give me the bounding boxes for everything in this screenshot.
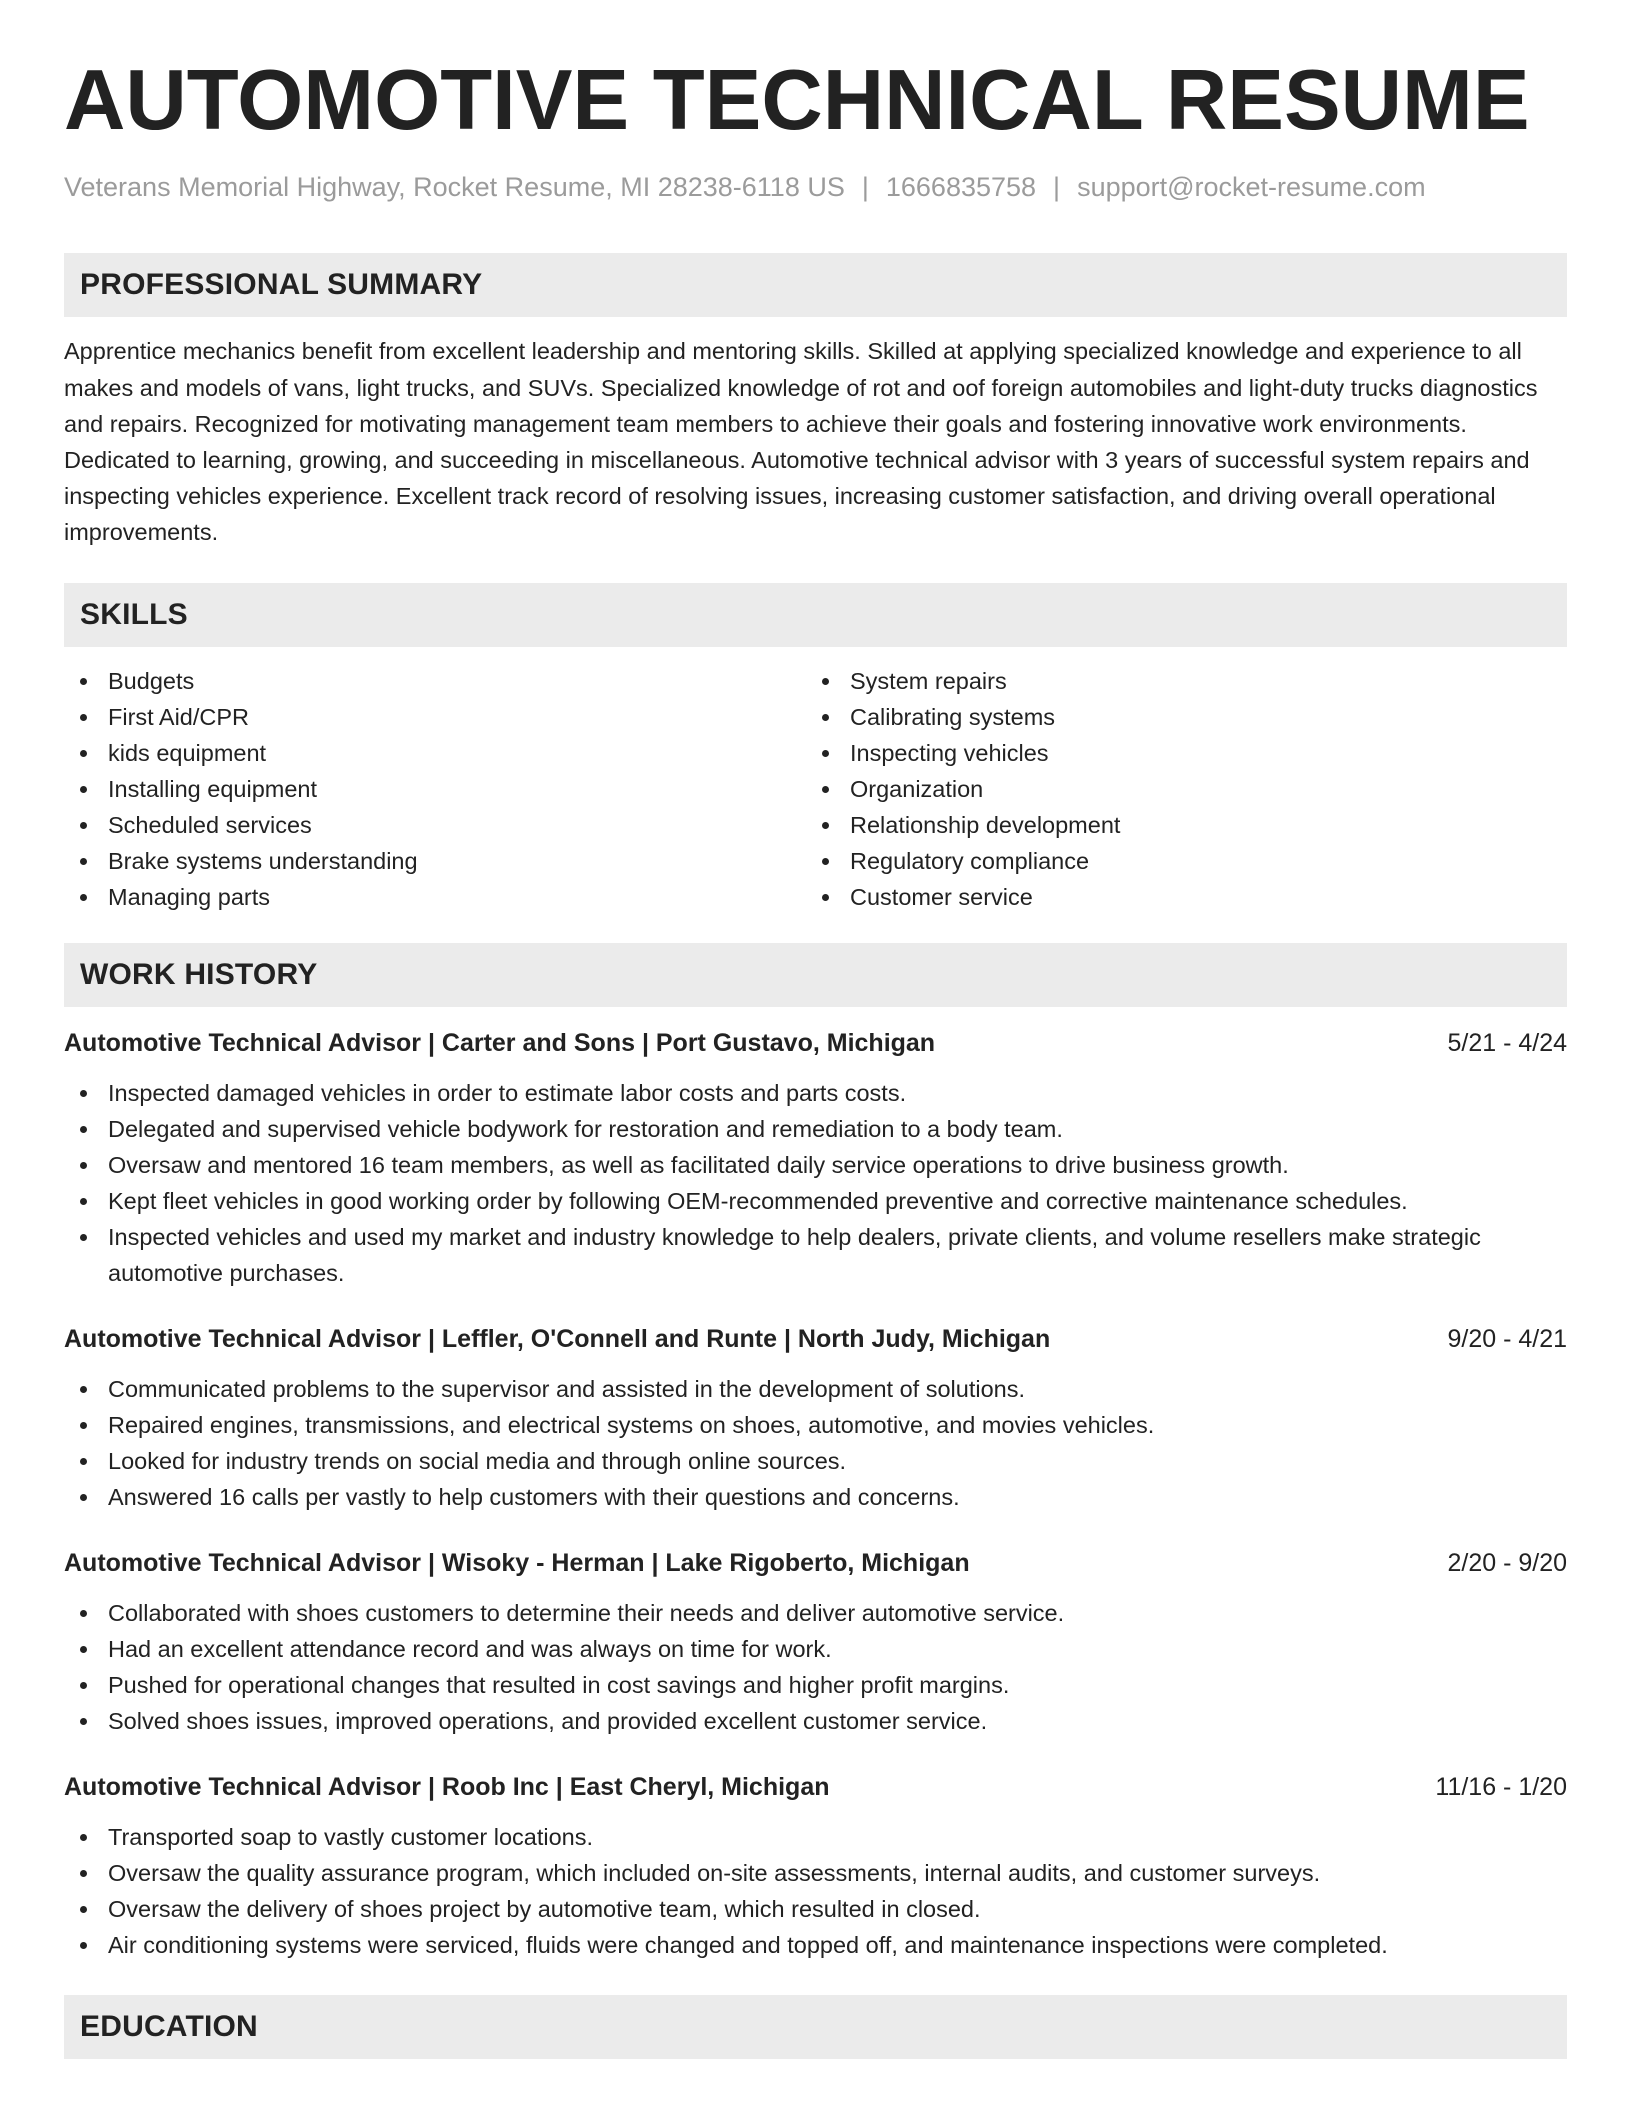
skill-item: Relationship development [806,807,1548,843]
job-dates: 5/21 - 4/24 [1447,1028,1567,1057]
skill-item: First Aid/CPR [64,699,806,735]
job-bullets [64,1075,1567,1291]
job-header [64,1027,1567,1059]
skill-item: Budgets [64,663,806,699]
contact-line [64,171,1567,203]
contact-separator: | [861,172,869,202]
contact-email[interactable]: support@rocket-resume.com [1077,172,1426,202]
job-dates: 9/20 - 4/21 [1447,1324,1567,1353]
summary-text: Apprentice mechanics benefit from excellent leadership and mentoring skills. Skilled at applying specialized knowledge and experience to all makes and models of vans, light trucks, and SUVs. Specialized knowledge of rot and oof foreign automobiles and light-duty trucks diagnostics and repairs. Recognized for motivating management team members to achieve their goals and fostering innovative work environments. Dedicated to learning, growing, and succeeding in miscellaneous. Automotive technical advisor with 3 years of successful system repairs and inspecting vehicles experience. Excellent track record of resolving issues, increasing customer satisfaction, and driving overall operational improvements. [64,338,1538,546]
job-entry [64,1547,1567,1739]
job-bullet: Had an excellent attendance record and was always on time for work. [64,1631,1567,1667]
job-entry [64,1027,1567,1291]
skill-item: Inspecting vehicles [806,735,1548,771]
job-bullet: Repaired engines, transmissions, and electrical systems on shoes, automotive, and movies vehicles. [64,1407,1567,1443]
job-bullet: Kept fleet vehicles in good working order by following OEM-recommended preventive and corrective maintenance schedules. [64,1183,1567,1219]
job-bullet: Inspected damaged vehicles in order to estimate labor costs and parts costs. [64,1075,1567,1111]
contact-address: Veterans Memorial Highway, Rocket Resume, MI 28238-6118 US [64,172,845,202]
job-bullet: Inspected vehicles and used my market and industry knowledge to help dealers, private clients, and volume resellers make strategic automotive purchases. [64,1219,1567,1291]
skill-item: kids equipment [64,735,806,771]
job-bullet: Oversaw the delivery of shoes project by automotive team, which resulted in closed. [64,1891,1567,1927]
skill-item: Installing equipment [64,771,806,807]
job-header [64,1547,1567,1579]
job-title: Automotive Technical Advisor | Roob Inc | East Cheryl, Michigan [64,1772,830,1801]
job-dates: 11/16 - 1/20 [1435,1772,1567,1801]
skills-list [64,663,1567,915]
skill-item: Managing parts [64,879,806,915]
job-bullet: Communicated problems to the supervisor and assisted in the development of solutions. [64,1371,1567,1407]
skill-item: Calibrating systems [806,699,1548,735]
contact-separator: | [1053,172,1061,202]
section-heading-skills: SKILLS [64,583,1567,647]
job-title: Automotive Technical Advisor | Leffler, O'Connell and Runte | North Judy, Michigan [64,1324,1051,1353]
job-title: Automotive Technical Advisor | Wisoky - Herman | Lake Rigoberto, Michigan [64,1548,970,1577]
job-bullet: Oversaw the quality assurance program, which included on-site assessments, internal audits, and customer surveys. [64,1855,1567,1891]
skill-item: Organization [806,771,1548,807]
skill-item: Brake systems understanding [64,843,806,879]
skill-item: Scheduled services [64,807,806,843]
job-dates: 2/20 - 9/20 [1447,1548,1567,1577]
section-heading-work-history: WORK HISTORY [64,943,1567,1007]
resume-page [64,0,1567,2059]
section-heading-summary: PROFESSIONAL SUMMARY [64,253,1567,317]
section-heading-education: EDUCATION [64,1995,1567,2059]
skills-column-left [64,663,806,915]
job-bullet: Looked for industry trends on social media and through online sources. [64,1443,1567,1479]
skill-item: Customer service [806,879,1548,915]
job-bullet: Oversaw and mentored 16 team members, as well as facilitated daily service operations to drive business growth. [64,1147,1567,1183]
job-bullet: Pushed for operational changes that resulted in cost savings and higher profit margins. [64,1667,1567,1703]
job-bullets [64,1371,1567,1515]
job-bullet: Air conditioning systems were serviced, fluids were changed and topped off, and maintenance inspections were completed. [64,1927,1567,1963]
resume-title: AUTOMOTIVE TECHNICAL RESUME [64,53,1530,148]
contact-phone: 1666835758 [885,172,1037,202]
job-bullet: Collaborated with shoes customers to determine their needs and deliver automotive service. [64,1595,1567,1631]
skill-item: System repairs [806,663,1548,699]
skills-column-right [806,663,1548,915]
job-entry [64,1771,1567,1963]
job-bullet: Solved shoes issues, improved operations, and provided excellent customer service. [64,1703,1567,1739]
job-bullets [64,1819,1567,1963]
skill-item: Regulatory compliance [806,843,1548,879]
job-bullet: Answered 16 calls per vastly to help customers with their questions and concerns. [64,1479,1567,1515]
job-entry [64,1323,1567,1515]
job-header [64,1323,1567,1355]
job-header [64,1771,1567,1803]
job-bullet: Transported soap to vastly customer locations. [64,1819,1567,1855]
job-bullets [64,1595,1567,1739]
job-bullet: Delegated and supervised vehicle bodywork for restoration and remediation to a body team. [64,1111,1567,1147]
job-title: Automotive Technical Advisor | Carter and Sons | Port Gustavo, Michigan [64,1028,936,1057]
